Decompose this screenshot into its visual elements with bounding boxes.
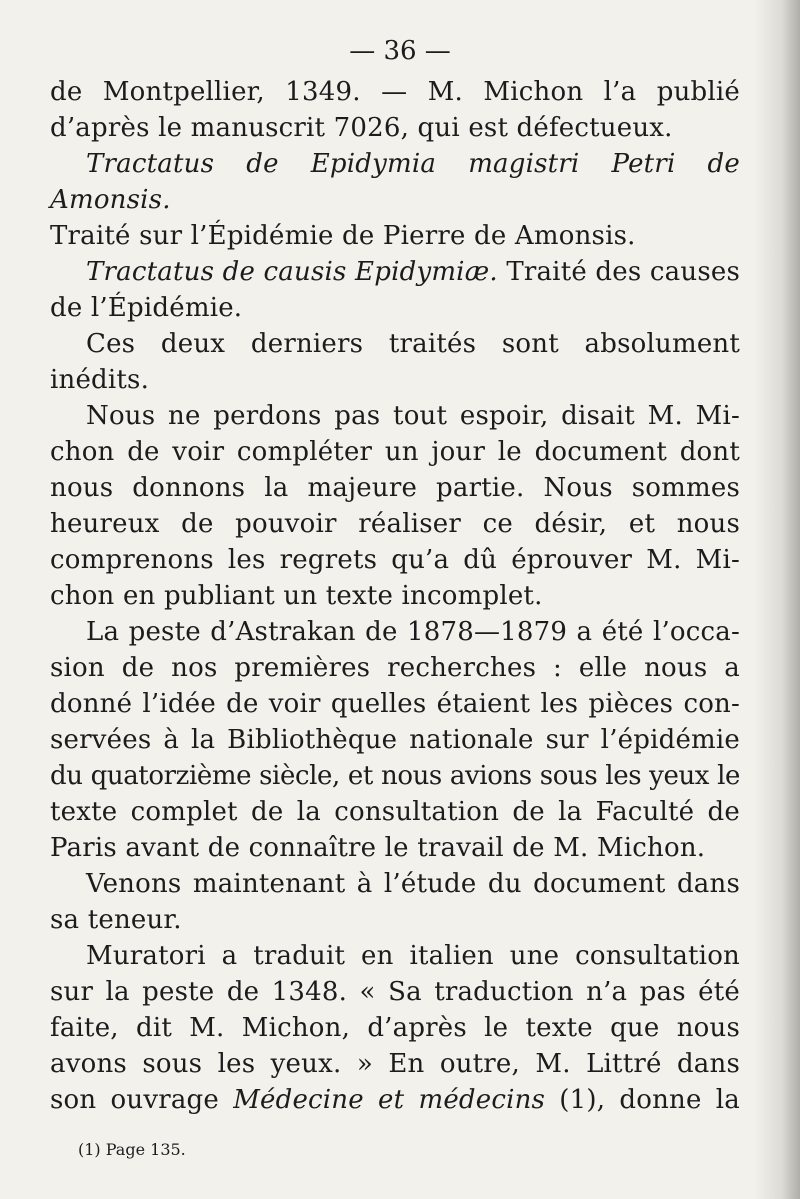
treatise-title-latin: Tractatus de Epidymia magistri Petri de Amonsis. [50,149,740,215]
treatise-title-french: Traité sur l’Épidémie de Pierre de Amonsis. [50,221,636,251]
page-text [50,74,740,1118]
last-line-start: son ouvrage [50,1085,234,1115]
text-line: servées à la Bibliothèque nationale sur l’épidémie [50,725,740,755]
page-number: — 36 — [349,36,451,66]
treatise2-title-latin: Tractatus de causis Epidymiæ. [86,257,498,287]
text-line: inédits. [50,365,150,395]
text-line: sur la peste de 1348. « Sa traduction n’a pas été [50,977,740,1007]
text-line: Nous ne perdons pas tout espoir, disait M. Mi- [86,401,740,431]
text-line: sa teneur. [50,905,182,935]
text-line [50,1082,740,1118]
text-line: Venons maintenant à l’étude du document dans [86,869,740,899]
text-line: chon de voir compléter un jour le document dont [50,437,740,467]
text-line: de Montpellier, 1349. — M. Michon l’a publié [50,77,740,107]
book-page [50,28,740,1118]
last-line-end: (1), donne la [545,1085,740,1115]
footnote: (1) Page 135. [78,1140,186,1159]
text-line: heureux de pouvoir réaliser ce désir, et nous [50,509,740,539]
text-line: donné l’idée de voir quelles étaient les pièces con- [50,689,740,719]
text-line: sion de nos premières recherches : elle nous a [50,653,740,683]
treatise2-line [50,254,740,290]
treatise2-title-french: Traité des causes [497,257,740,287]
text-line: de l’Épidémie. [50,293,243,323]
text-line: texte complet de la consultation de la Faculté de [50,797,740,827]
text-line: d’après le manuscrit 7026, qui est défectueux. [50,113,673,143]
text-line: Paris avant de connaître le travail de M. Michon. [50,833,706,863]
text-line: Muratori a traduit en italien une consultation [86,941,740,971]
text-line: nous donnons la majeure partie. Nous sommes [50,473,740,503]
text-line: comprenons les regrets qu’a dû éprouver M. Mi- [50,545,740,575]
book-title: Médecine et médecins [233,1085,546,1115]
text-line: chon en publiant un texte incomplet. [50,581,543,611]
text-line: avons sous les yeux. » En outre, M. Littré dans [50,1049,740,1079]
scan-edge-shadow [754,0,800,1199]
text-line: faite, dit M. Michon, d’après le texte que nous [50,1013,740,1043]
text-line: du quatorzième siècle, et nous avions sous les yeux le [50,761,740,791]
text-line: La peste d’Astrakan de 1878—1879 a été l’occa- [86,617,740,647]
text-line: Ces deux derniers traités sont absolument [86,329,740,359]
